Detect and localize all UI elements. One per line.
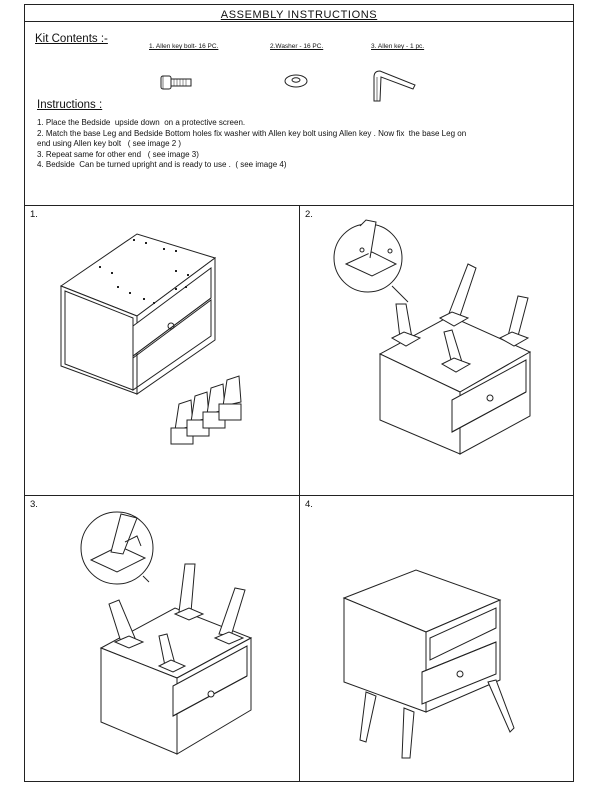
- panel-number: 4.: [305, 499, 313, 510]
- allen-key-icon: [371, 65, 421, 107]
- title-bar: [25, 5, 573, 22]
- instruction-line: 1. Place the Bedside upside down on a protective screen.: [37, 118, 246, 127]
- panel-number: 3.: [30, 499, 38, 510]
- page-title: ASSEMBLY INSTRUCTIONS: [220, 9, 378, 21]
- instruction-line: 3. Repeat same for other end ( see image 3): [37, 149, 199, 159]
- illustration-grid: [25, 205, 573, 781]
- panel-step-2: [300, 206, 573, 494]
- kit-item-label-allen-key: 3. Allen key - 1 pc.: [371, 43, 425, 50]
- instruction-line: 2. Match the base Leg and Bedside Bottom holes fix washer with Allen key bolt using Allen key . Now fix the base Leg on: [37, 128, 467, 138]
- panel-number: 1.: [30, 209, 38, 220]
- instruction-line: end using Allen key bolt ( see image 2 ): [37, 139, 182, 149]
- kit-contents-heading: Kit Contents :-: [35, 33, 108, 45]
- kit-item-label-bolt: 1. Allen key bolt- 16 PC.: [149, 43, 219, 50]
- assembly-sheet: [24, 4, 574, 782]
- allen-key-bolt-icon: [159, 73, 195, 93]
- instruction-line: 4. Bedside Can be turned upright and is ready to use . ( see image 4): [37, 160, 287, 170]
- kit-item-label-washer: 2.Washer - 16 PC.: [270, 43, 324, 50]
- bedside-upright-illustration: [300, 496, 573, 784]
- washer-icon: [281, 71, 311, 91]
- panel-number: 2.: [305, 209, 313, 220]
- panel-step-1: [25, 206, 298, 494]
- instructions-heading: Instructions :: [37, 99, 103, 111]
- bedside-upside-down-illustration: [25, 206, 298, 494]
- instruction-steps: [37, 118, 562, 171]
- all-legs-attached-illustration: [25, 496, 298, 784]
- panel-step-4: [300, 496, 573, 784]
- panel-step-3: [25, 496, 298, 784]
- leg-attachment-illustration: [300, 206, 573, 494]
